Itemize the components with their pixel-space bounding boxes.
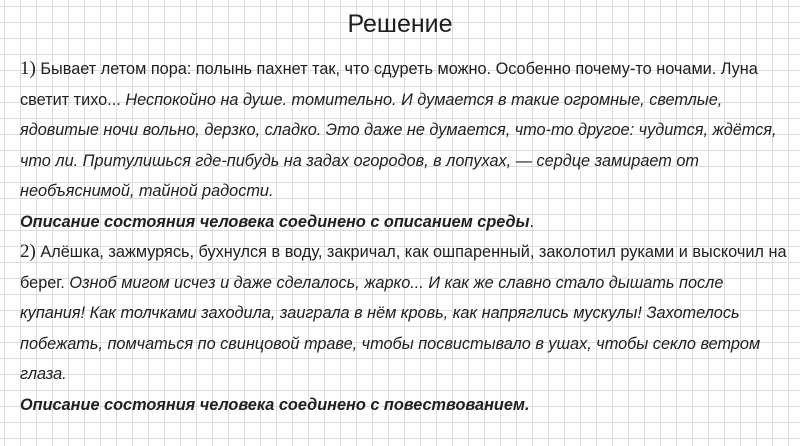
item-1-conclusion: Описание состояния человека соединено с описанием среды: [20, 212, 530, 231]
item-2-conclusion: Описание состояния человека соединено с повествованием.: [20, 395, 530, 414]
item-1-number: 1): [20, 58, 36, 79]
item-2-conclusion-line: [20, 390, 790, 421]
solution-content: [20, 54, 790, 420]
item-1-conclusion-end: .: [529, 212, 535, 231]
item-1-paragraph: [20, 54, 790, 207]
page-title: Решение: [347, 10, 453, 38]
item-2-text-italic: Озноб мигом исчез и даже сделалось, жарко... И как же славно стало дышать после купания! Как толчками заходила, заиграла в нём кровь, как напряглись мускулы! Захотелось побежать, помчаться по свинцовой траве, чтобы посвистывало в ушах, чтобы секло ветром глаза.: [20, 273, 761, 383]
item-1-conclusion-line: [20, 207, 790, 238]
item-2-number: 2): [20, 241, 36, 262]
item-2-text-plain: Алёшка, зажмурясь, бухнулся в воду, закричал, как ошпаренный, заколотил руками и выскочил на берег.: [20, 243, 787, 292]
item-2-paragraph: [20, 237, 790, 390]
item-1-text-plain: Бывает летом пора: полынь пахнет так, что сдуреть можно. Особенно почему-то ночами. Луна светит тихо...: [20, 60, 758, 109]
item-1-text-italic: Неспокойно на душе. томительно. И думается в такие огромные, светлые, ядовитые ночи вольно, дерзко, сладко. Это даже не думается, что-то другое: чудится, ждётся, что ли. Притулишься где-пибудь на задах огородов, в лопухах, — сердце замирает от необъяснимой, тайной радости.: [20, 90, 777, 200]
